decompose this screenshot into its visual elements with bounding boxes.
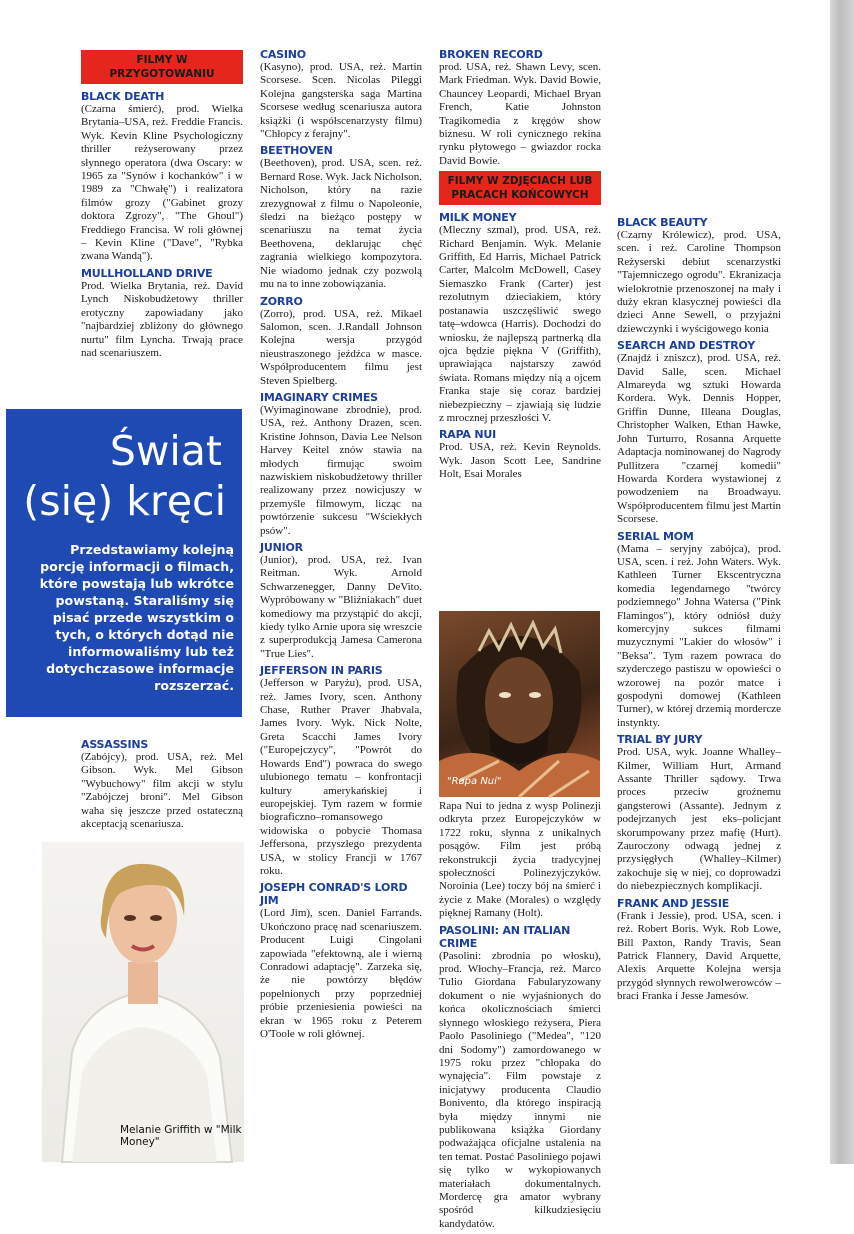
- film-list: [439, 48, 601, 168]
- section-heading-in-preparation: FILMY W PRZYGOTOWANIU: [81, 50, 243, 84]
- photo-caption: Melanie Griffith w "Milk Money": [120, 1124, 242, 1148]
- film-title: BROKEN RECORD: [439, 48, 543, 61]
- column-3: [439, 48, 601, 485]
- film-list: [81, 90, 243, 360]
- film-title: JEFFERSON IN PARIS: [260, 664, 383, 678]
- film-description: (Kasyno), prod. USA, reż. Martin Scorsese. Scen. Nicolas Pileggi Kolejna gangsterska saga Martina Scorsese według scenariusza autora książki (i współscenarzysty filmu) "Chłopcy z ferajny".: [260, 61, 422, 141]
- film-entry: [617, 339, 781, 526]
- film-entry: [260, 881, 422, 1041]
- headline-line-2: (się) kręci: [23, 477, 226, 525]
- film-list: [260, 48, 422, 1041]
- film-title: FRANK AND JESSIE: [617, 896, 730, 910]
- film-entry: [439, 428, 601, 481]
- film-entry: [617, 530, 781, 731]
- film-entry: [260, 295, 422, 388]
- section-heading-in-production: FILMY W ZDJĘCIACH LUB PRACACH KOŃCOWYCH: [439, 171, 601, 205]
- film-list: [81, 738, 243, 831]
- film-entry: [260, 48, 422, 141]
- film-description: (Lord Jim), scen. Daniel Farrands. Ukończono pracę nad scenariuszem. Producent Luigi Cingolani zapowiada "efektowną, ale i wierną Conradowi adaptację". Zarzeka się, że nie powtórzy błędów popełnionych przy poprzedniej próbie przeniesienia powieści na ekran w 1965 roku z Peterem O'Toole w roli głównej.: [260, 907, 422, 1040]
- film-description: (Zorro), prod. USA, reż. Mikael Salomon, scen. J.Randall Johnson Kolejna wersja przygód nieustraszonego jeźdźca w masce. Współproducentem filmu jest Steven Spielberg.: [260, 307, 422, 387]
- film-entry: [260, 541, 422, 661]
- film-description: (Mleczny szmal), prod. USA, reż. Richard Benjamin. Wyk. Melanie Griffith, Ed Harris, Michael Patrick Carter, Malcolm McDowell, Casey Siemaszko Frank (Carter) jest rezolutnym dzieciakiem, który postanawia uszczęśliwić swego tatę–wdowca (Harris). Dochodzi do wniosku, że najlepszą partnerką dla ojca będzie piękna V (Griffith), uprawiająca najstarszy zawód świata. Romans między nią a ojcem Franka staje się coraz bardziej niebezpieczny – zjawiają się ludzie z mrocznej przeszłości V.: [439, 224, 601, 424]
- film-entry: [260, 144, 422, 291]
- film-entry: [439, 48, 601, 168]
- film-description: (Czarna śmierć), prod. Wielka Brytania–USA, reż. Freddie Francis. Wyk. Kevin Kline Psychologiczny thriller reżyserowany przez słynnego operatora (dwa Oscary: w 1965 za "Synów i kochanków" i w 1989 za "Chwałę") i realizatora filmów grozy ("Gabinet grozy doktora Zgrozy", "The Ghoul") Freddiego Francisa. W roli głównej – Kevin Kline ("Dave", "Rybka zwana Wandą").: [81, 103, 243, 263]
- film-title: MULLHOLLAND DRIVE: [81, 266, 213, 280]
- film-title: SEARCH AND DESTROY: [617, 339, 756, 353]
- film-title: ZORRO: [260, 294, 303, 308]
- column-1: [81, 48, 243, 363]
- film-title: JOSEPH CONRAD'S LORD JIM: [260, 881, 408, 908]
- film-description: (Znajdź i zniszcz), prod. USA, reż. David Salle, scen. Michael Almareyda wg sztuki Howarda Kordera. Wyk. Dennis Hopper, Griffin Dunne, Illeana Douglas, Christopher Walken, Ethan Hawke, John Turturro, Rosanna Arquette Adaptacja nominowanej do Nagrody Pullitzera "czarnej komedii" Howarda Kordera wystawionej z powodzeniem na Broadwayu. Współproducentem filmu jest Martin Scorsese.: [617, 352, 781, 526]
- film-entry: [617, 216, 781, 336]
- film-title: MILK MONEY: [439, 211, 517, 225]
- intro-panel: [6, 409, 242, 717]
- film-description: prod. USA, reż. Shawn Levy, scen. Mark Friedman. Wyk. David Bowie, Chauncey Leopardi, Michael Bryan French, Katie Johnston Tragikomedia z kręgów show biznesu. W roli cynicznego rekina rynku płytowego – gwiazdor rocka David Bowie.: [439, 61, 601, 167]
- film-entry: [81, 267, 243, 360]
- column-2: [260, 48, 422, 1044]
- headline-line-1: Świat: [109, 427, 222, 475]
- film-entry: [439, 800, 601, 921]
- film-title: CASINO: [260, 48, 306, 61]
- film-description: (Mama – seryjny zabójca), prod. USA, scen. i reż. John Waters. Wyk. Kathleen Turner Ekscentryczna komedia legendarnego "twórcy podziemnego" Johna Watersa ("Pink Flamingos"), który odniósł duży komercyjny sukces filmami muzycznymi "Lakier do włosów" i "Beksa". Tym razem powraca do szyderczego pastiszu w opowieści o wzorowej na pozór matce i gospodyni domowej (Kathleen Turner), w której drzemią mordercze instynkty.: [617, 542, 781, 729]
- film-entry: [81, 738, 243, 831]
- film-description: (Beethoven), prod. USA, scen. reż. Bernard Rose. Wyk. Jack Nicholson. Nicholson, który na razie zrezygnował z filmu o Napoleonie, śledzi na bieżąco postępy w scenariuszu na temat życia Beethovena, deklarując chęć zagrania wielkiego kompozytora. Nie wiadomo jednak czy pozwolą mu na to inne zobowiązania.: [260, 157, 422, 291]
- film-list: [439, 211, 601, 481]
- column-1-lower: [81, 738, 243, 834]
- portrait-illustration: [439, 611, 600, 797]
- film-title: SERIAL MOM: [617, 529, 694, 543]
- film-title: TRIAL BY JURY: [617, 733, 703, 747]
- film-entry: [439, 924, 601, 1232]
- film-description: Prod. Wielka Brytania, reż. David Lynch Niskobudżetowy thriller erotyczny zapowiadany jako "najbardziej zbliżony do głównego nurtu" film Lyncha. Trwają prace nad scenariuszem.: [81, 279, 243, 359]
- film-description: (Zabójcy), prod. USA, reż. Mel Gibson. Wyk. Mel Gibson "Wybuchowy" film akcji w stylu "Zabójczej broni". Mel Gibson waha się jeszcze przed ostateczną akceptacją scenariusza.: [81, 751, 243, 831]
- film-entry: [260, 664, 422, 878]
- film-title: IMAGINARY CRIMES: [260, 390, 378, 404]
- intro-text: Przedstawiamy kolejną porcję informacji o filmach, które powstają lub wkrótce powstaną. Staraliśmy się pisać przede wszystkim o tych, o których dotąd nie informowaliśmy lub też dotychczasowe informacje rozszerzać.: [39, 542, 234, 693]
- film-description: (Junior), prod. USA, reż. Ivan Reitman. Wyk. Arnold Schwarzenegger, Danny DeVito. Wypróbowany w "Bliźniakach" duet komediowy ma przystąpić do akcji, kiedy tylko Arnie upora się wreszcie z superprodukcją Jamesa Camerona "True Lies".: [260, 554, 422, 660]
- film-description: (Pasolini: zbrodnia po włosku), prod. Włochy–Francja, reż. Marco Tulio Giordana Fabularyzowany dokument o nie wyjaśnionych do końca okolicznościach śmierci słynnego włoskiego reżysera, Piera Paolo Pasoliniego ("Medea", "120 dni Sodomy") zamordowanego w 1975 roku przez "chłopaka do wynajęcia". Film powstaje z inicjatywy producenta Claudio Bonivento, dla którego inspiracją była między innymi nie publikowana książka Giordany podważająca oficjalne ustalenia na ten temat. Postać Pasoliniego pojawi się tylko w wykopiowanych materiałach dokumentalnych. Mordercę gra amator wybrany spośród kilkudziesięciu kandydatów.: [439, 949, 601, 1230]
- film-entry: [617, 897, 781, 1004]
- film-entry: [260, 391, 422, 538]
- film-title: ASSASSINS: [81, 738, 149, 751]
- film-list: [439, 800, 601, 1231]
- film-list: [617, 216, 781, 1004]
- film-description: (Wyimaginowane zbrodnie), prod. USA, reż. Anthony Drazen, scen. Kristine Johnson, Davia Lee Nelson Harvey Keitel znów stawia na młodych firmując swoim nazwiskiem niskobudżetowy thriller realizowany przez nowicjuszy w przemyśle filmowym, licząc na powtórzenie sukcesu "Wściekłych psów".: [260, 403, 422, 537]
- photo-rapa-nui: [439, 611, 600, 797]
- film-title: RAPA NUI: [439, 428, 497, 442]
- film-entry: [617, 733, 781, 893]
- film-entry: [81, 90, 243, 264]
- film-title: PASOLINI: AN ITALIAN CRIME: [439, 923, 571, 950]
- column-3-lower: [439, 800, 601, 1234]
- portrait-illustration: [42, 842, 244, 1162]
- film-description: (Frank i Jessie), prod. USA, scen. i reż. Robert Boris. Wyk. Rob Lowe, Bill Paxton, Randy Travis, Sean Patrick Flannery, David Arquette, Alexis Arquette Kolejna wersja przygód słynnych rewolwerowców – braci Franka i Jesse Jamesów.: [617, 909, 781, 1003]
- film-description: Rapa Nui to jedna z wysp Polinezji odkryta przez Europejczyków w 1722 roku, słynna z unikalnych posągów. Film jest próbą rekonstrukcji życia tradycyjnej społeczności Polinezyjczyków. Noroinia (Lee) toczy bój na śmierć i życie z Make (Morales) o względy pięknej Ramany (Holt).: [439, 800, 601, 920]
- film-description: (Jefferson w Paryżu), prod. USA, reż. James Ivory, scen. Anthony Chase, Ruther Praver Jhabvala, James Ivory. Wyk. Nick Nolte, Greta Scacchi James Ivory ("Europejczycy", "Powrót do Howards End") powraca do swego ulubionego tematu – konfrontacji kultury amerykańskiej i europejskiej. Tym razem w formie biograficzno–romansowego widowiska o pobycie Thomasa Jeffersona, przyszłego prezydenta USA, w stolicy Francji w 1767 roku.: [260, 677, 422, 877]
- film-entry: [439, 211, 601, 425]
- film-title: BLACK BEAUTY: [617, 216, 708, 229]
- film-description: Prod. USA, reż. Kevin Reynolds. Wyk. Jason Scott Lee, Sandrine Holt, Esai Morales: [439, 441, 601, 481]
- photo-melanie-griffith: [42, 842, 244, 1162]
- page-edge: [830, 0, 854, 1164]
- film-title: JUNIOR: [260, 541, 303, 554]
- column-4: [617, 216, 781, 1007]
- film-description: Prod. USA, wyk. Joanne Whalley–Kilmer, William Hurt, Armand Assante Thriller sądowy. Trwa proces przeciw groźnemu gangsterowi (Assante). Jednym z podejrzanych jest eks–policjant skorumpowany przez mafię (Hurt). Zauroczony odwagą jednej z przysięgłych (Whalley–Kilmer) zakochuje się w niej, co doprowadzi do niebezpiecznych komplikacji.: [617, 746, 781, 893]
- film-description: (Czarny Królewicz), prod. USA, scen. i reż. Caroline Thompson Reżyserski debiut scenarzystki "Tajemniczego ogrodu". Ekranizacja wielokrotnie przenoszonej na mały i duży ekran klasycznej powieści dla dzieci Anne Sewell, o przyjaźni dziewczynki i wyścigowego konia: [617, 229, 781, 335]
- film-title: BLACK DEATH: [81, 90, 165, 103]
- photo-caption: "Rapa Nui": [447, 776, 502, 787]
- film-title: BEETHOVEN: [260, 144, 333, 158]
